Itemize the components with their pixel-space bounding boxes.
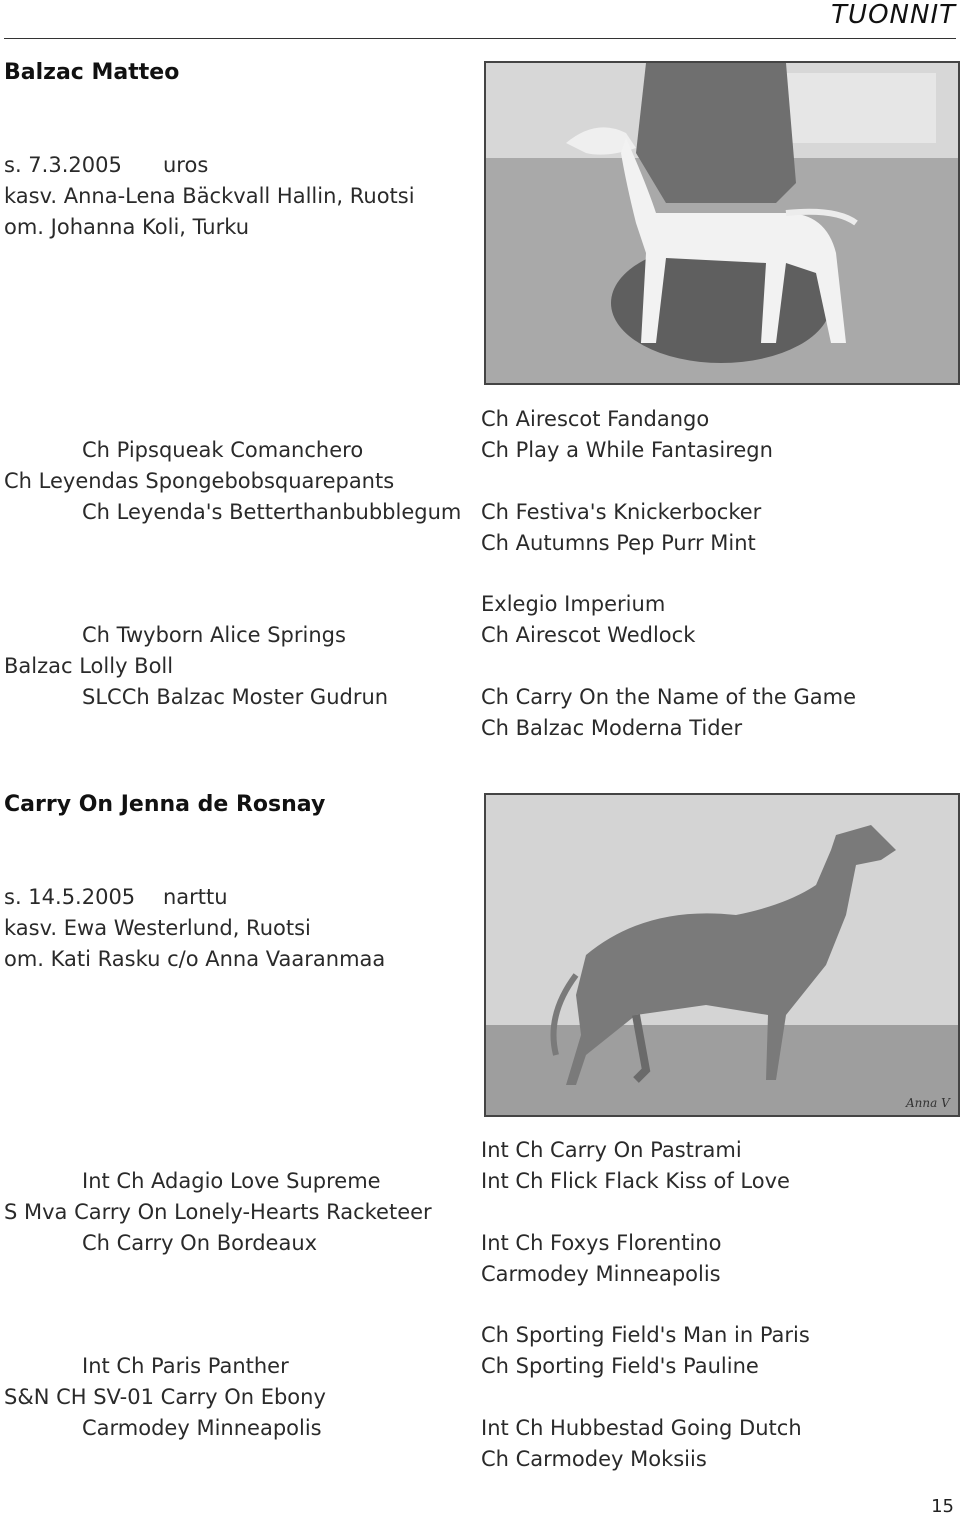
dog2-sire-dam: Ch Carry On Bordeaux	[82, 1231, 318, 1255]
dog2-birth: s. 14.5.2005	[4, 885, 136, 909]
dog1-gen3-item: Ch Autumns Pep Purr Mint	[481, 531, 756, 555]
dog1-sire-dam: Ch Leyenda's Betterthanbubblegum	[82, 500, 462, 524]
dog2-gen3-item: Ch Sporting Field's Pauline	[481, 1354, 759, 1378]
dog1-photo	[484, 61, 960, 385]
dog2-breeder: kasv. Ewa Westerlund, Ruotsi	[4, 916, 311, 940]
dog2-gen3-item: Int Ch Foxys Florentino	[481, 1231, 722, 1255]
dog2-dam-dam: Carmodey Minneapolis	[82, 1416, 322, 1440]
dog2-gen3-item: Ch Sporting Field's Man in Paris	[481, 1323, 810, 1347]
dog1-sex: uros	[163, 153, 209, 177]
section-title: TUONNIT	[831, 0, 956, 30]
dog2-sex: narttu	[163, 885, 228, 909]
dog2-gen3-item: Int Ch Hubbestad Going Dutch	[481, 1416, 802, 1440]
dog2-dam: S&N CH SV-01 Carry On Ebony	[4, 1385, 326, 1409]
dog1-dam-dam: SLCCh Balzac Moster Gudrun	[82, 685, 389, 709]
dog1-name: Balzac Matteo	[4, 60, 180, 85]
dog2-sire: S Mva Carry On Lonely-Hearts Racketeer	[4, 1200, 432, 1224]
dog1-sire: Ch Leyendas Spongebobsquarepants	[4, 469, 395, 493]
photo-signature: Anna V	[906, 1096, 950, 1110]
dog2-dam-sire: Int Ch Paris Panther	[82, 1354, 289, 1378]
dog2-name: Carry On Jenna de Rosnay	[4, 792, 326, 817]
dog2-gen3-item: Int Ch Flick Flack Kiss of Love	[481, 1169, 790, 1193]
dog1-gen3-item: Ch Balzac Moderna Tider	[481, 716, 743, 740]
dog1-dam: Balzac Lolly Boll	[4, 654, 174, 678]
dog2-gen3-item: Carmodey Minneapolis	[481, 1262, 721, 1286]
dog2-sire-sire: Int Ch Adagio Love Supreme	[82, 1169, 381, 1193]
dog1-dam-sire: Ch Twyborn Alice Springs	[82, 623, 346, 647]
dog1-gen3-item: Ch Festiva's Knickerbocker	[481, 500, 762, 524]
dog2-gen3-item: Ch Carmodey Moksiis	[481, 1447, 707, 1471]
dog1-gen3-item: Ch Play a While Fantasiregn	[481, 438, 773, 462]
dog1-birth: s. 7.3.2005	[4, 153, 122, 177]
dog1-sire-sire: Ch Pipsqueak Comanchero	[82, 438, 364, 462]
dog2-gen3-item: Int Ch Carry On Pastrami	[481, 1138, 742, 1162]
page-number: 15	[931, 1496, 954, 1517]
dog1-gen3-item: Ch Airescot Fandango	[481, 407, 710, 431]
dog2-photo	[484, 793, 960, 1117]
header-divider	[4, 38, 956, 39]
dog1-breeder: kasv. Anna-Lena Bäckvall Hallin, Ruotsi	[4, 184, 415, 208]
dog1-owner: om. Johanna Koli, Turku	[4, 215, 250, 239]
dog1-gen3-item: Exlegio Imperium	[481, 592, 666, 616]
dog2-owner: om. Kati Rasku c/o Anna Vaaranmaa	[4, 947, 386, 971]
dog1-gen3-item: Ch Carry On the Name of the Game	[481, 685, 857, 709]
dog1-gen3-item: Ch Airescot Wedlock	[481, 623, 696, 647]
